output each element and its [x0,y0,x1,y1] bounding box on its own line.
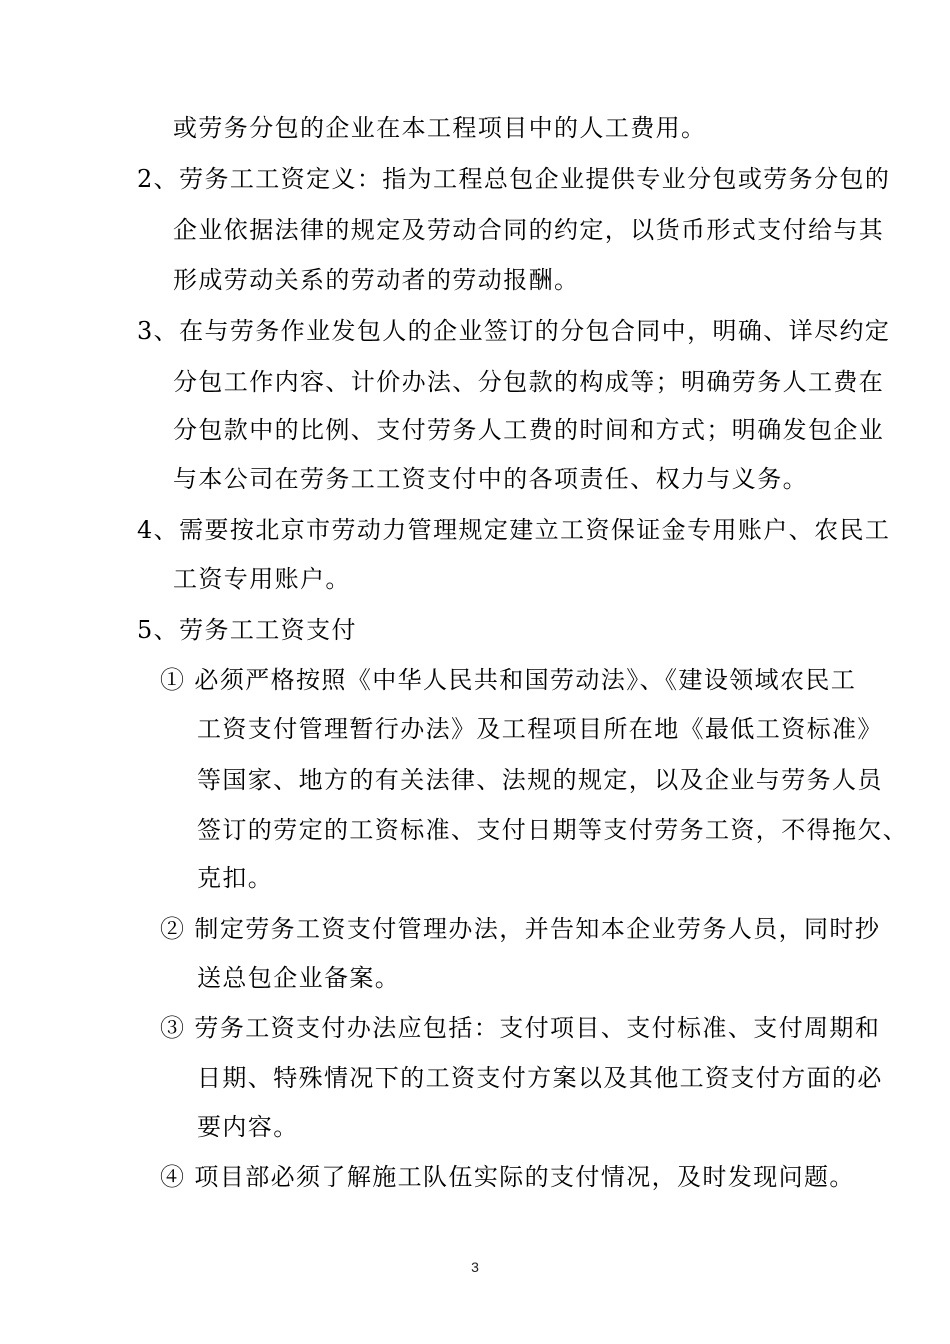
text-line: 分包工作内容、计价办法、分包款的构成等；明确劳务人工费在 [173,368,885,396]
text-line: 要内容。 [197,1113,299,1141]
section-2-line: 2、劳务工工资定义：指为工程总包企业提供专业分包或劳务分包的 [137,165,891,193]
item-2-line: ② 制定劳务工资支付管理办法，并告知本企业劳务人员，同时抄 [160,915,881,943]
page-number: 3 [471,1259,479,1275]
text-line: 分包款中的比例、支付劳务人工费的时间和方式；明确发包企业 [173,416,885,444]
section-4-line: 4、需要按北京市劳动力管理规定建立工资保证金专用账户、农民工 [137,516,891,544]
text-line: 等国家、地方的有关法律、法规的规定，以及企业与劳务人员 [197,766,883,794]
text-line: 签订的劳定的工资标准、支付日期等支付劳务工资，不得拖欠、 [197,816,909,844]
item-3-line: ③ 劳务工资支付办法应包括：支付项目、支付标准、支付周期和 [160,1014,881,1042]
item-1-line: ① 必须严格按照《中华人民共和国劳动法》、《建设领域农民工 [160,666,857,694]
text-line: 与本公司在劳务工工资支付中的各项责任、权力与义务。 [173,465,808,493]
text-line: 工资专用账户。 [173,565,351,593]
text-line: 企业依据法律的规定及劳动合同的约定，以货币形式支付给与其 [173,216,885,244]
item-4-line: ④ 项目部必须了解施工队伍实际的支付情况，及时发现问题。 [160,1163,855,1191]
section-5-heading: 5、劳务工工资支付 [137,616,357,644]
text-line: 形成劳动关系的劳动者的劳动报酬。 [173,266,580,294]
text-line: 或劳务分包的企业在本工程项目中的人工费用。 [173,114,707,142]
text-line: 送总包企业备案。 [197,964,401,992]
text-line: 工资支付管理暂行办法》及工程项目所在地《最低工资标准》 [197,715,883,743]
text-line: 日期、特殊情况下的工资支付方案以及其他工资支付方面的必 [197,1064,883,1092]
text-line: 克扣。 [197,864,274,892]
section-3-line: 3、在与劳务作业发包人的企业签订的分包合同中，明确、详尽约定 [137,317,891,345]
